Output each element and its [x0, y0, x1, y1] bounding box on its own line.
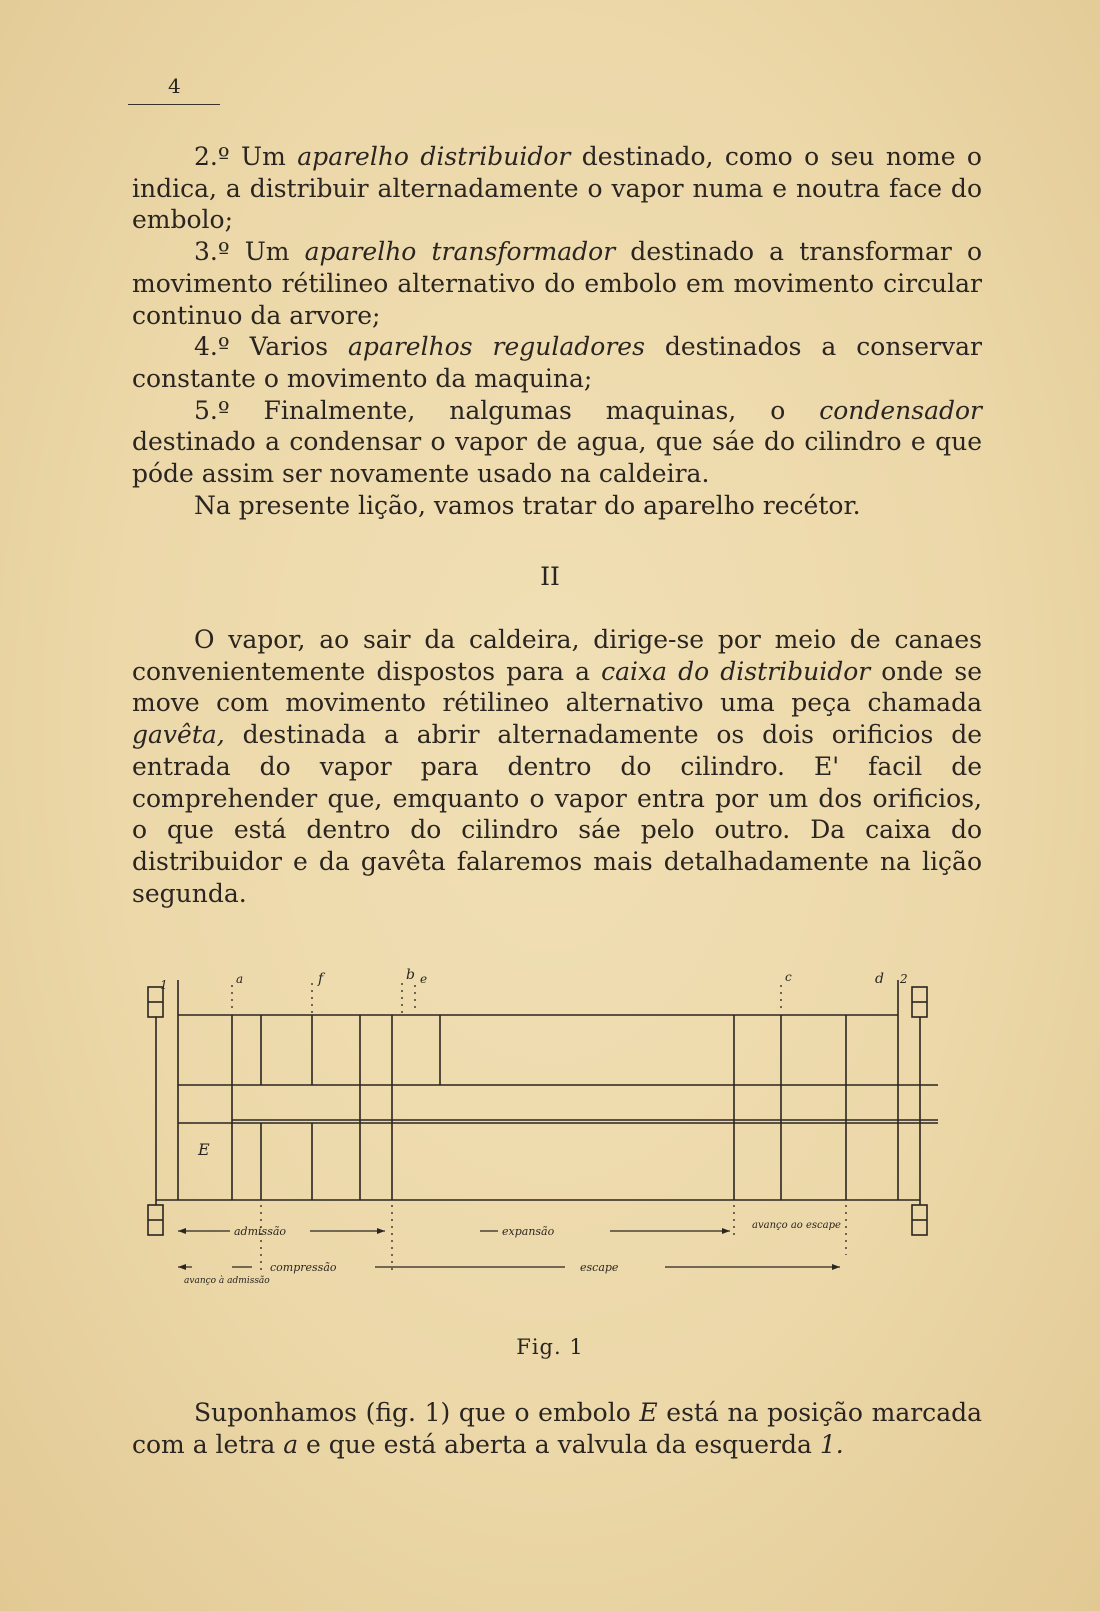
- page-number-rule: [128, 104, 220, 105]
- paragraph: [132, 624, 982, 909]
- text-run: destinada a abrir alternadamente os dois orificios de entrada do vapor para dentro do cilindro. E' facil de comprehender que, emquanto o vapor entra por um dos orificios, o que está dentro do cilindro sáe pelo outro. Da caixa do distribuidor e da gavêta falaremos mais detalhadamente na lição segunda.: [132, 720, 982, 908]
- text-run: O vapor, ao sair da caldeira, dirige-se por meio de canaes convenientemente dispostos para a: [132, 625, 982, 686]
- text-run: destinado, como o seu nome o indica, a distribuir alternadamente o vapor numa e noutra face do embolo;: [132, 142, 982, 235]
- figure-1-diagram: [140, 967, 970, 1325]
- text-run: 5.º Finalmente, nalgumas maquinas, o: [194, 395, 820, 425]
- text-run: onde se move com movimento rétilineo alternativo uma peça chamada: [132, 656, 982, 718]
- cylinder-diagram-svg: [140, 967, 970, 1325]
- italic-term: condensador: [819, 395, 982, 425]
- label-valve-2: 2: [900, 972, 908, 986]
- text-run: destinado a transformar o movimento rétilineo alternativo do embolo em movimento circular continuo da arvore;: [132, 237, 983, 330]
- label-admissao: admissão: [234, 1225, 287, 1238]
- label-avanco-escape: avanço ao escape: [752, 1220, 841, 1231]
- label-expansao: expansão: [502, 1225, 555, 1238]
- paragraph: [132, 141, 982, 236]
- text-run: e que está aberta a valvula da esquerda: [298, 1429, 820, 1459]
- text-run: Suponhamos (fig. 1) que o embolo: [194, 1398, 640, 1427]
- text-run: 4.º Varios: [194, 332, 349, 362]
- label-escape: escape: [580, 1261, 619, 1274]
- text-run: destinado a condensar o vapor de agua, que sáe do cilindro e que póde assim ser novamente usado na caldeira.: [132, 427, 982, 489]
- paragraph: [132, 236, 982, 331]
- label-a: a: [236, 972, 244, 986]
- paragraph: [132, 1397, 982, 1460]
- italic-term: aparelhos reguladores: [348, 332, 645, 362]
- text-run: está na posição marcada com a letra: [132, 1398, 983, 1459]
- paragraph: [132, 395, 982, 490]
- paragraph: [132, 331, 982, 394]
- label-avanco-admissao: avanço à admissão: [184, 1276, 270, 1286]
- text-block-fig-reference: [132, 1397, 982, 1460]
- label-f: f: [318, 971, 324, 987]
- text-run: 2.º Um: [194, 142, 298, 171]
- italic-term: caixa do distribuidor: [601, 656, 871, 686]
- italic-term: E: [639, 1398, 658, 1427]
- text-block-enumeration: [132, 141, 982, 521]
- figure-caption: Fig. 1: [516, 1335, 584, 1359]
- page-number: 4: [168, 74, 181, 98]
- label-piston-E: E: [198, 1140, 210, 1159]
- label-c: c: [785, 970, 792, 984]
- label-e: e: [420, 972, 428, 986]
- label-valve-1: 1: [160, 978, 168, 992]
- label-b: b: [406, 967, 415, 983]
- text-run: Na presente lição, vamos tratar do aparelho recétor.: [194, 490, 861, 520]
- italic-term: aparelho distribuidor: [297, 142, 571, 171]
- text-run: destinados a conservar constante o movimento da maquina;: [132, 332, 982, 393]
- italic-term: 1.: [819, 1429, 844, 1459]
- label-d: d: [875, 971, 884, 987]
- italic-term: a: [283, 1429, 299, 1459]
- text-block-section-ii: [132, 624, 982, 909]
- paragraph: [132, 490, 982, 522]
- section-heading: II: [540, 562, 560, 591]
- label-compressao: compressão: [270, 1261, 337, 1274]
- italic-term: aparelho transformador: [304, 237, 616, 267]
- italic-term: gavêta,: [132, 720, 225, 750]
- text-run: 3.º Um: [194, 237, 305, 267]
